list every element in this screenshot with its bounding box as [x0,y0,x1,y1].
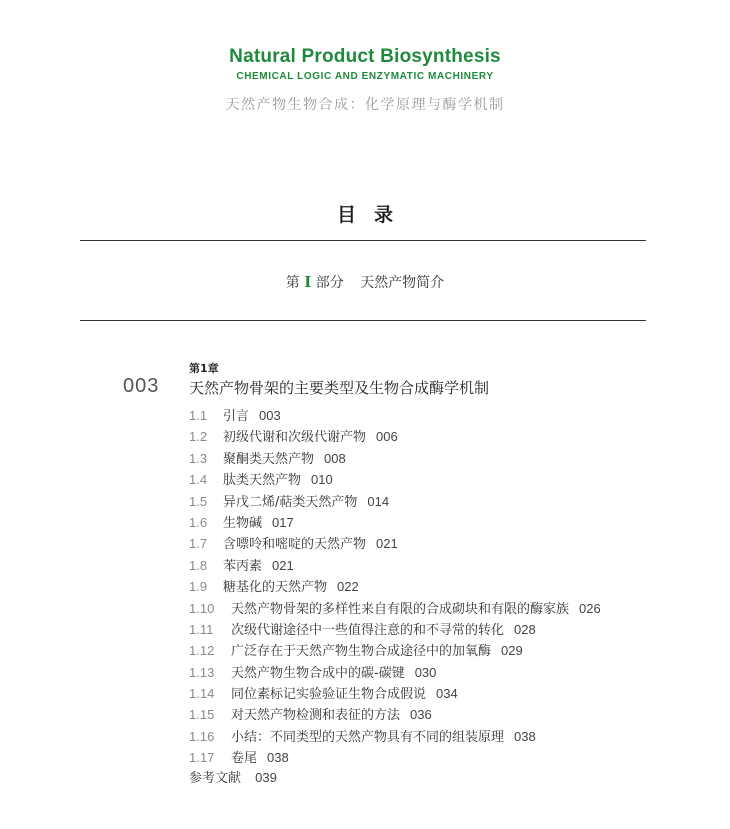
toc-item-title: 生物碱 [223,515,263,531]
toc-item-title: 引言 [223,409,250,424]
toc-item-number: 1.4 [189,472,208,488]
toc-item [189,491,601,512]
toc-item [189,683,601,704]
toc-item-title: 天然产物骨架的多样性来自有限的合成砌块和有限的酶家族 [231,601,570,617]
toc-item-title: 广泛存在于天然产物生物合成途径中的加氧酶 [231,644,492,660]
toc-item-title: 天然产物生物合成中的碳-碳键 [231,665,405,681]
toc-item-page: 022 [337,579,359,595]
toc-item-page: 008 [324,450,346,466]
title-cn: 天然产物生物合成：化学原理与酶学机制 [225,97,505,113]
rule-top [80,240,646,241]
toc-item-title: 初级代谢和次级代谢产物 [223,430,367,446]
toc-item-title: 糖基化的天然产物 [223,580,328,596]
toc-item-page: 003 [259,408,281,423]
toc-heading: 目录 [336,204,411,226]
toc-item-page: 038 [514,728,536,744]
toc-item [189,576,601,597]
part-roman: I [304,273,312,291]
toc-item-title: 肽类天然产物 [223,473,302,489]
part-title [0,272,730,292]
toc-item [189,619,601,640]
chapter-label: 第1章 [189,362,219,375]
toc-item-number: 1.10 [189,600,215,616]
references-entry [189,767,277,788]
toc-item-page: 028 [514,621,536,637]
toc-item [189,704,601,725]
toc-item-number: 1.5 [189,493,208,509]
toc-item [189,555,601,576]
toc-list [189,405,601,769]
toc-item [189,426,601,447]
toc-item-title: 同位素标记实验验证生物合成假说 [231,687,427,703]
toc-item-number: 1.17 [189,750,215,766]
toc-item-number: 1.16 [189,728,215,744]
toc-item-page: 034 [436,686,458,702]
references-page: 039 [255,770,277,785]
toc-item [189,747,601,768]
toc-item-page: 017 [272,514,294,530]
toc-item [189,533,601,554]
toc-item-number: 1.13 [189,664,215,680]
toc-item-number: 1.6 [189,514,208,530]
toc-item-page: 021 [376,536,398,552]
part-prefix: 第 [285,275,300,291]
toc-item-page: 014 [367,493,390,509]
title-en: Natural Product Biosynthesis [229,46,501,67]
toc-item-number: 1.14 [189,686,215,702]
chapter-page: 003 [123,375,160,397]
subtitle-en: CHEMICAL LOGIC AND ENZYMATIC MACHINERY [236,71,494,82]
rule-bottom [80,320,646,321]
toc-item-title: 对天然产物检测和表征的方法 [231,708,401,724]
toc-item-number: 1.9 [189,579,208,595]
toc-item-title: 聚酮类天然产物 [223,451,315,467]
toc-item [189,662,601,683]
toc-item-title: 小结：不同类型的天然产物具有不同的组装原理 [231,729,505,745]
toc-item [189,448,601,469]
toc-item-page: 026 [579,600,601,616]
toc-item-page: 029 [501,643,523,659]
toc-item-page: 006 [376,429,398,445]
toc-item-title: 异戊二烯/萜类天然产物 [223,494,358,510]
toc-item [189,469,601,490]
toc-item [189,512,601,533]
toc-item-page: 038 [267,750,289,766]
toc-item [189,726,601,747]
references-title: 参考文献 [189,771,242,786]
chapter-title: 天然产物骨架的主要类型及生物合成酶学机制 [189,379,490,397]
toc-item-number: 1.3 [189,450,208,466]
toc-item [189,640,601,661]
toc-item-number: 1.11 [189,621,214,637]
toc-item-title: 次级代谢途径中一些值得注意的和不寻常的转化 [231,622,505,638]
toc-item-number: 1.12 [189,643,215,659]
toc-item-page: 021 [272,557,294,573]
toc-item-number: 1.2 [189,429,208,445]
toc-item [189,405,601,426]
toc-item-number: 1.8 [189,557,208,573]
toc-item [189,598,601,619]
toc-item-number: 1.7 [189,536,208,552]
part-suffix: 部分 [315,275,344,291]
toc-item-page: 010 [311,472,333,488]
toc-item-number: 1.15 [189,707,215,723]
part-name: 天然产物简介 [360,275,445,291]
toc-item-title: 含嘌呤和嘧啶的天然产物 [223,537,367,553]
toc-item-title: 卷尾 [231,751,258,767]
toc-item-page: 036 [410,707,432,723]
toc-item-page: 030 [414,664,437,680]
toc-item-number: 1.1 [189,408,208,423]
toc-item-title: 苯丙素 [223,558,263,574]
